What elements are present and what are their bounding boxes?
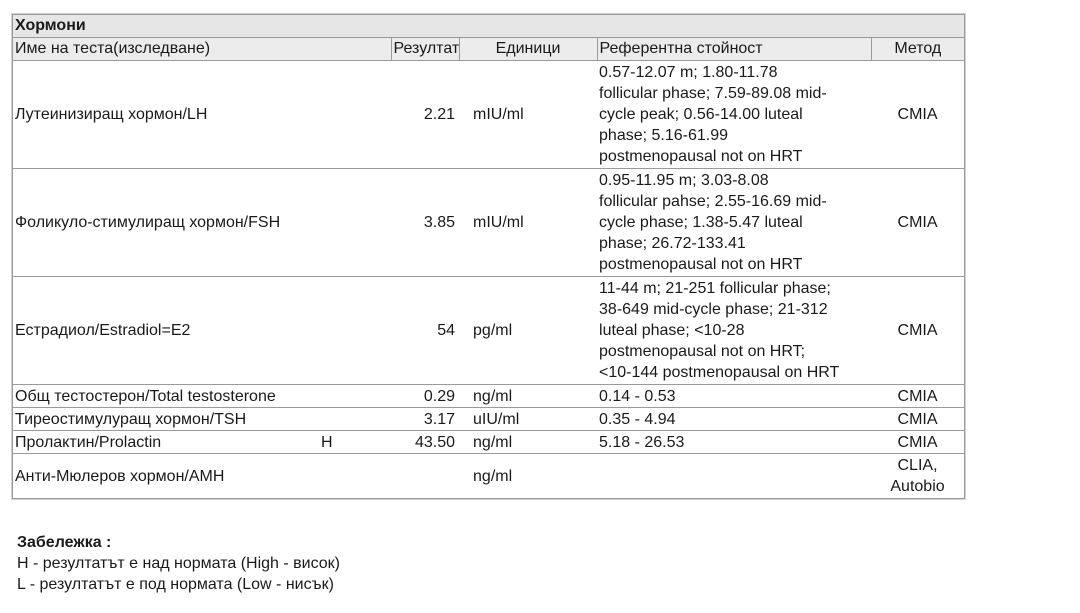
test-name: Фоликуло-стимулиращ хормон/FSH (13, 169, 321, 277)
reference-range: 11-44 m; 21-251 follicular phase; 38-649 mid-cycle phase; 21-312 luteal phase; <10-28 postmenopausal not on HRT; <10-144 postmenopausal on HRT (597, 277, 871, 385)
reference-range: 0.95-11.95 m; 3.03-8.08 follicular pahse; 2.55-16.69 mid- cycle phase; 1.38-5.47 luteal phase; 26.72-133.41 postmenopausal not on HRT (597, 169, 871, 277)
test-method: CMIA (871, 431, 964, 454)
test-name: Пролактин/Prolactin (13, 431, 321, 454)
test-method: CMIA (871, 277, 964, 385)
result-units: pg/ml (459, 277, 597, 385)
table-row-estradiol (13, 277, 964, 385)
test-name: Общ тестостерон/Total testosterone (13, 385, 321, 408)
result-flag-high: H (321, 431, 391, 454)
result-flag (321, 454, 391, 499)
reference-range: 0.35 - 4.94 (597, 408, 871, 431)
reference-range: 0.14 - 0.53 (597, 385, 871, 408)
result-units: ng/ml (459, 431, 597, 454)
column-header-result: Резултат (391, 38, 459, 61)
section-title: Хормони (13, 15, 964, 38)
table-row-tsh (13, 408, 964, 431)
column-header-units: Единици (459, 38, 597, 61)
test-name: Естрадиол/Estradiol=E2 (13, 277, 321, 385)
table-row-prolactin (13, 431, 964, 454)
result-flag (321, 277, 391, 385)
table-header-row (13, 38, 964, 61)
column-header-reference: Референтна стойност (597, 38, 871, 61)
note-low: L - резултатът е под нормата (Low - нисък) (17, 576, 334, 593)
test-name: Лутеинизиращ хормон/LH (13, 61, 321, 169)
hormones-report (12, 14, 965, 499)
test-name: Тиреостимулуращ хормон/TSH (13, 408, 321, 431)
result-value (391, 454, 459, 499)
result-units: ng/ml (473, 467, 513, 485)
table-row-lh (13, 61, 964, 169)
reference-range: 0.57-12.07 m; 1.80-11.78 follicular phase; 7.59-89.08 mid- cycle peak; 0.56-14.00 luteal phase; 5.16-61.99 postmenopausal not on HRT (597, 61, 871, 169)
column-header-name: Име на теста(изследване) (13, 38, 391, 61)
result-value: 0.29 (391, 385, 459, 408)
column-header-method: Метод (871, 38, 964, 61)
result-value: 3.85 (391, 169, 459, 277)
test-method: CMIA (871, 385, 964, 408)
notes-title: Забележка : (17, 534, 112, 551)
test-method: CMIA (871, 408, 964, 431)
result-flag (321, 385, 391, 408)
result-value: 43.50 (391, 431, 459, 454)
result-value: 2.21 (391, 61, 459, 169)
test-method: CMIA (871, 169, 964, 277)
result-units: mIU/ml (459, 61, 597, 169)
reference-range (597, 454, 871, 499)
result-units: mIU/ml (459, 169, 597, 277)
test-method: CLIA, Autobio (890, 457, 945, 495)
result-value: 54 (391, 277, 459, 385)
test-name: Анти-Мюлеров хормон/AMH (15, 467, 225, 485)
result-flag (321, 169, 391, 277)
result-flag (321, 408, 391, 431)
result-flag (321, 61, 391, 169)
test-method: CMIA (871, 61, 964, 169)
reference-range: 5.18 - 26.53 (597, 431, 871, 454)
result-units: ng/ml (459, 385, 597, 408)
result-units: uIU/ml (459, 408, 597, 431)
results-table (13, 38, 964, 498)
note-high: H - резултатът е над нормата (High - висок) (17, 555, 340, 572)
result-value: 3.17 (391, 408, 459, 431)
table-row-fsh (13, 169, 964, 277)
table-row-testosterone (13, 385, 964, 408)
table-row-amh (13, 454, 964, 499)
notes-section (17, 532, 340, 595)
